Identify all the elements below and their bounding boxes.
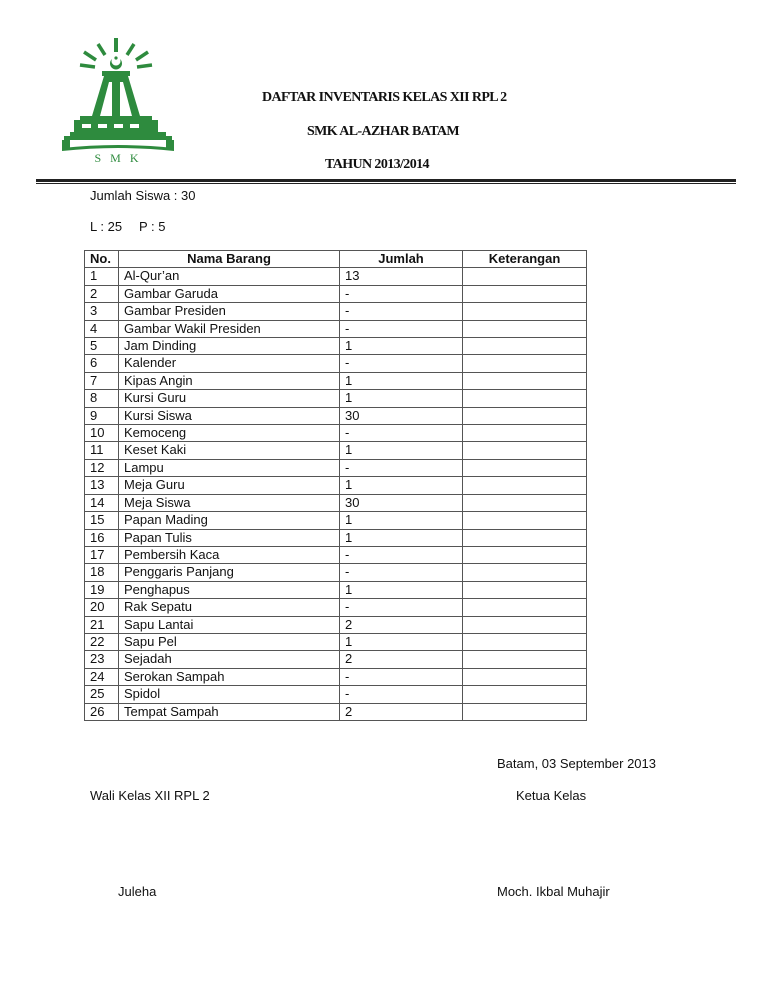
cell-no: 1: [85, 268, 119, 285]
header-rule: [36, 179, 736, 182]
table-row: [85, 564, 587, 581]
cell-nama-barang: Kursi Siswa: [119, 407, 340, 424]
header-nama-barang: Nama Barang: [119, 251, 340, 268]
title-year: TAHUN 2013/2014: [325, 157, 429, 172]
cell-nama-barang: Meja Guru: [119, 477, 340, 494]
table-row: [85, 320, 587, 337]
cell-keterangan: [463, 564, 587, 581]
cell-jumlah: 13: [340, 268, 463, 285]
table-row: [85, 390, 587, 407]
cell-jumlah: -: [340, 320, 463, 337]
class-leader-name: Moch. Ikbal Muhajir: [497, 884, 610, 899]
cell-no: 22: [85, 633, 119, 650]
cell-nama-barang: Gambar Presiden: [119, 303, 340, 320]
class-leader-title: Ketua Kelas: [516, 788, 587, 803]
cell-no: 8: [85, 390, 119, 407]
cell-keterangan: [463, 372, 587, 389]
cell-keterangan: [463, 703, 587, 720]
female-count: P : 5: [139, 219, 166, 234]
table-row: [85, 355, 587, 372]
cell-no: 9: [85, 407, 119, 424]
header-jumlah: Jumlah: [340, 251, 463, 268]
cell-no: 19: [85, 581, 119, 598]
cell-keterangan: [463, 425, 587, 442]
cell-jumlah: 1: [340, 390, 463, 407]
cell-no: 11: [85, 442, 119, 459]
cell-jumlah: -: [340, 303, 463, 320]
cell-nama-barang: Gambar Wakil Presiden: [119, 320, 340, 337]
table-row: [85, 529, 587, 546]
cell-nama-barang: Penggaris Panjang: [119, 564, 340, 581]
cell-jumlah: 1: [340, 442, 463, 459]
cell-no: 5: [85, 338, 119, 355]
cell-nama-barang: Sejadah: [119, 651, 340, 668]
cell-keterangan: [463, 651, 587, 668]
cell-keterangan: [463, 407, 587, 424]
cell-nama-barang: Kalender: [119, 355, 340, 372]
cell-nama-barang: Pembersih Kaca: [119, 546, 340, 563]
cell-keterangan: [463, 581, 587, 598]
cell-no: 12: [85, 459, 119, 476]
cell-nama-barang: Al-Qur’an: [119, 268, 340, 285]
table-row: [85, 338, 587, 355]
table-row: [85, 599, 587, 616]
cell-jumlah: -: [340, 668, 463, 685]
table-row: [85, 651, 587, 668]
table-row: [85, 512, 587, 529]
homeroom-name: Juleha: [118, 884, 157, 899]
cell-jumlah: 1: [340, 512, 463, 529]
cell-keterangan: [463, 529, 587, 546]
cell-keterangan: [463, 459, 587, 476]
table-row: [85, 703, 587, 720]
cell-keterangan: [463, 633, 587, 650]
cell-jumlah: 1: [340, 633, 463, 650]
cell-keterangan: [463, 616, 587, 633]
cell-keterangan: [463, 303, 587, 320]
cell-no: 3: [85, 303, 119, 320]
header-keterangan: Keterangan: [463, 251, 587, 268]
cell-nama-barang: Lampu: [119, 459, 340, 476]
header-no: No.: [85, 251, 119, 268]
cell-no: 15: [85, 512, 119, 529]
cell-nama-barang: Papan Mading: [119, 512, 340, 529]
cell-jumlah: 2: [340, 651, 463, 668]
school-logo: [62, 38, 174, 166]
cell-nama-barang: Serokan Sampah: [119, 668, 340, 685]
cell-nama-barang: Keset Kaki: [119, 442, 340, 459]
table-row: [85, 303, 587, 320]
cell-keterangan: [463, 512, 587, 529]
place-date: Batam, 03 September 2013: [497, 756, 656, 771]
table-row: [85, 477, 587, 494]
cell-jumlah: -: [340, 459, 463, 476]
cell-nama-barang: Gambar Garuda: [119, 285, 340, 302]
header-rule-thin: [36, 183, 736, 184]
cell-keterangan: [463, 285, 587, 302]
cell-no: 4: [85, 320, 119, 337]
cell-jumlah: 2: [340, 703, 463, 720]
cell-nama-barang: Penghapus: [119, 581, 340, 598]
cell-nama-barang: Sapu Pel: [119, 633, 340, 650]
cell-jumlah: 1: [340, 581, 463, 598]
cell-keterangan: [463, 686, 587, 703]
cell-no: 6: [85, 355, 119, 372]
cell-no: 23: [85, 651, 119, 668]
cell-nama-barang: Sapu Lantai: [119, 616, 340, 633]
cell-keterangan: [463, 668, 587, 685]
table-row: [85, 668, 587, 685]
table-row: [85, 285, 587, 302]
table-header-row: [85, 251, 587, 268]
cell-no: 17: [85, 546, 119, 563]
cell-no: 16: [85, 529, 119, 546]
table-row: [85, 425, 587, 442]
cell-jumlah: -: [340, 564, 463, 581]
cell-keterangan: [463, 268, 587, 285]
cell-keterangan: [463, 546, 587, 563]
cell-no: 25: [85, 686, 119, 703]
cell-no: 20: [85, 599, 119, 616]
cell-jumlah: -: [340, 285, 463, 302]
homeroom-title: Wali Kelas XII RPL 2: [90, 788, 210, 803]
cell-nama-barang: Kursi Guru: [119, 390, 340, 407]
cell-keterangan: [463, 494, 587, 511]
title-inventaris: DAFTAR INVENTARIS KELAS XII RPL 2: [262, 90, 507, 105]
cell-no: 14: [85, 494, 119, 511]
table-row: [85, 459, 587, 476]
cell-jumlah: 2: [340, 616, 463, 633]
cell-keterangan: [463, 599, 587, 616]
cell-nama-barang: Spidol: [119, 686, 340, 703]
table-row: [85, 372, 587, 389]
cell-nama-barang: Rak Sepatu: [119, 599, 340, 616]
cell-no: 7: [85, 372, 119, 389]
cell-nama-barang: Tempat Sampah: [119, 703, 340, 720]
cell-jumlah: -: [340, 425, 463, 442]
cell-jumlah: -: [340, 686, 463, 703]
cell-no: 24: [85, 668, 119, 685]
cell-jumlah: 30: [340, 407, 463, 424]
cell-no: 2: [85, 285, 119, 302]
title-school: SMK AL-AZHAR BATAM: [307, 124, 460, 139]
cell-jumlah: 1: [340, 338, 463, 355]
cell-jumlah: 1: [340, 372, 463, 389]
table-row: [85, 581, 587, 598]
table-row: [85, 268, 587, 285]
cell-nama-barang: Jam Dinding: [119, 338, 340, 355]
table-row: [85, 494, 587, 511]
cell-keterangan: [463, 390, 587, 407]
table-row: [85, 616, 587, 633]
cell-keterangan: [463, 338, 587, 355]
cell-no: 21: [85, 616, 119, 633]
cell-jumlah: -: [340, 355, 463, 372]
cell-nama-barang: Meja Siswa: [119, 494, 340, 511]
cell-keterangan: [463, 320, 587, 337]
table-row: [85, 442, 587, 459]
cell-keterangan: [463, 477, 587, 494]
cell-nama-barang: Papan Tulis: [119, 529, 340, 546]
cell-no: 26: [85, 703, 119, 720]
cell-nama-barang: Kipas Angin: [119, 372, 340, 389]
table-row: [85, 407, 587, 424]
cell-no: 13: [85, 477, 119, 494]
table-row: [85, 633, 587, 650]
table-row: [85, 546, 587, 563]
cell-no: 10: [85, 425, 119, 442]
cell-jumlah: 30: [340, 494, 463, 511]
cell-no: 18: [85, 564, 119, 581]
student-count: Jumlah Siswa : 30: [90, 188, 196, 203]
table-row: [85, 686, 587, 703]
logo-text: S M K: [94, 151, 142, 165]
cell-keterangan: [463, 355, 587, 372]
cell-jumlah: 1: [340, 529, 463, 546]
inventory-table: [84, 250, 587, 721]
cell-jumlah: 1: [340, 477, 463, 494]
cell-jumlah: -: [340, 599, 463, 616]
cell-nama-barang: Kemoceng: [119, 425, 340, 442]
male-count: L : 25: [90, 219, 123, 234]
cell-jumlah: -: [340, 546, 463, 563]
cell-keterangan: [463, 442, 587, 459]
